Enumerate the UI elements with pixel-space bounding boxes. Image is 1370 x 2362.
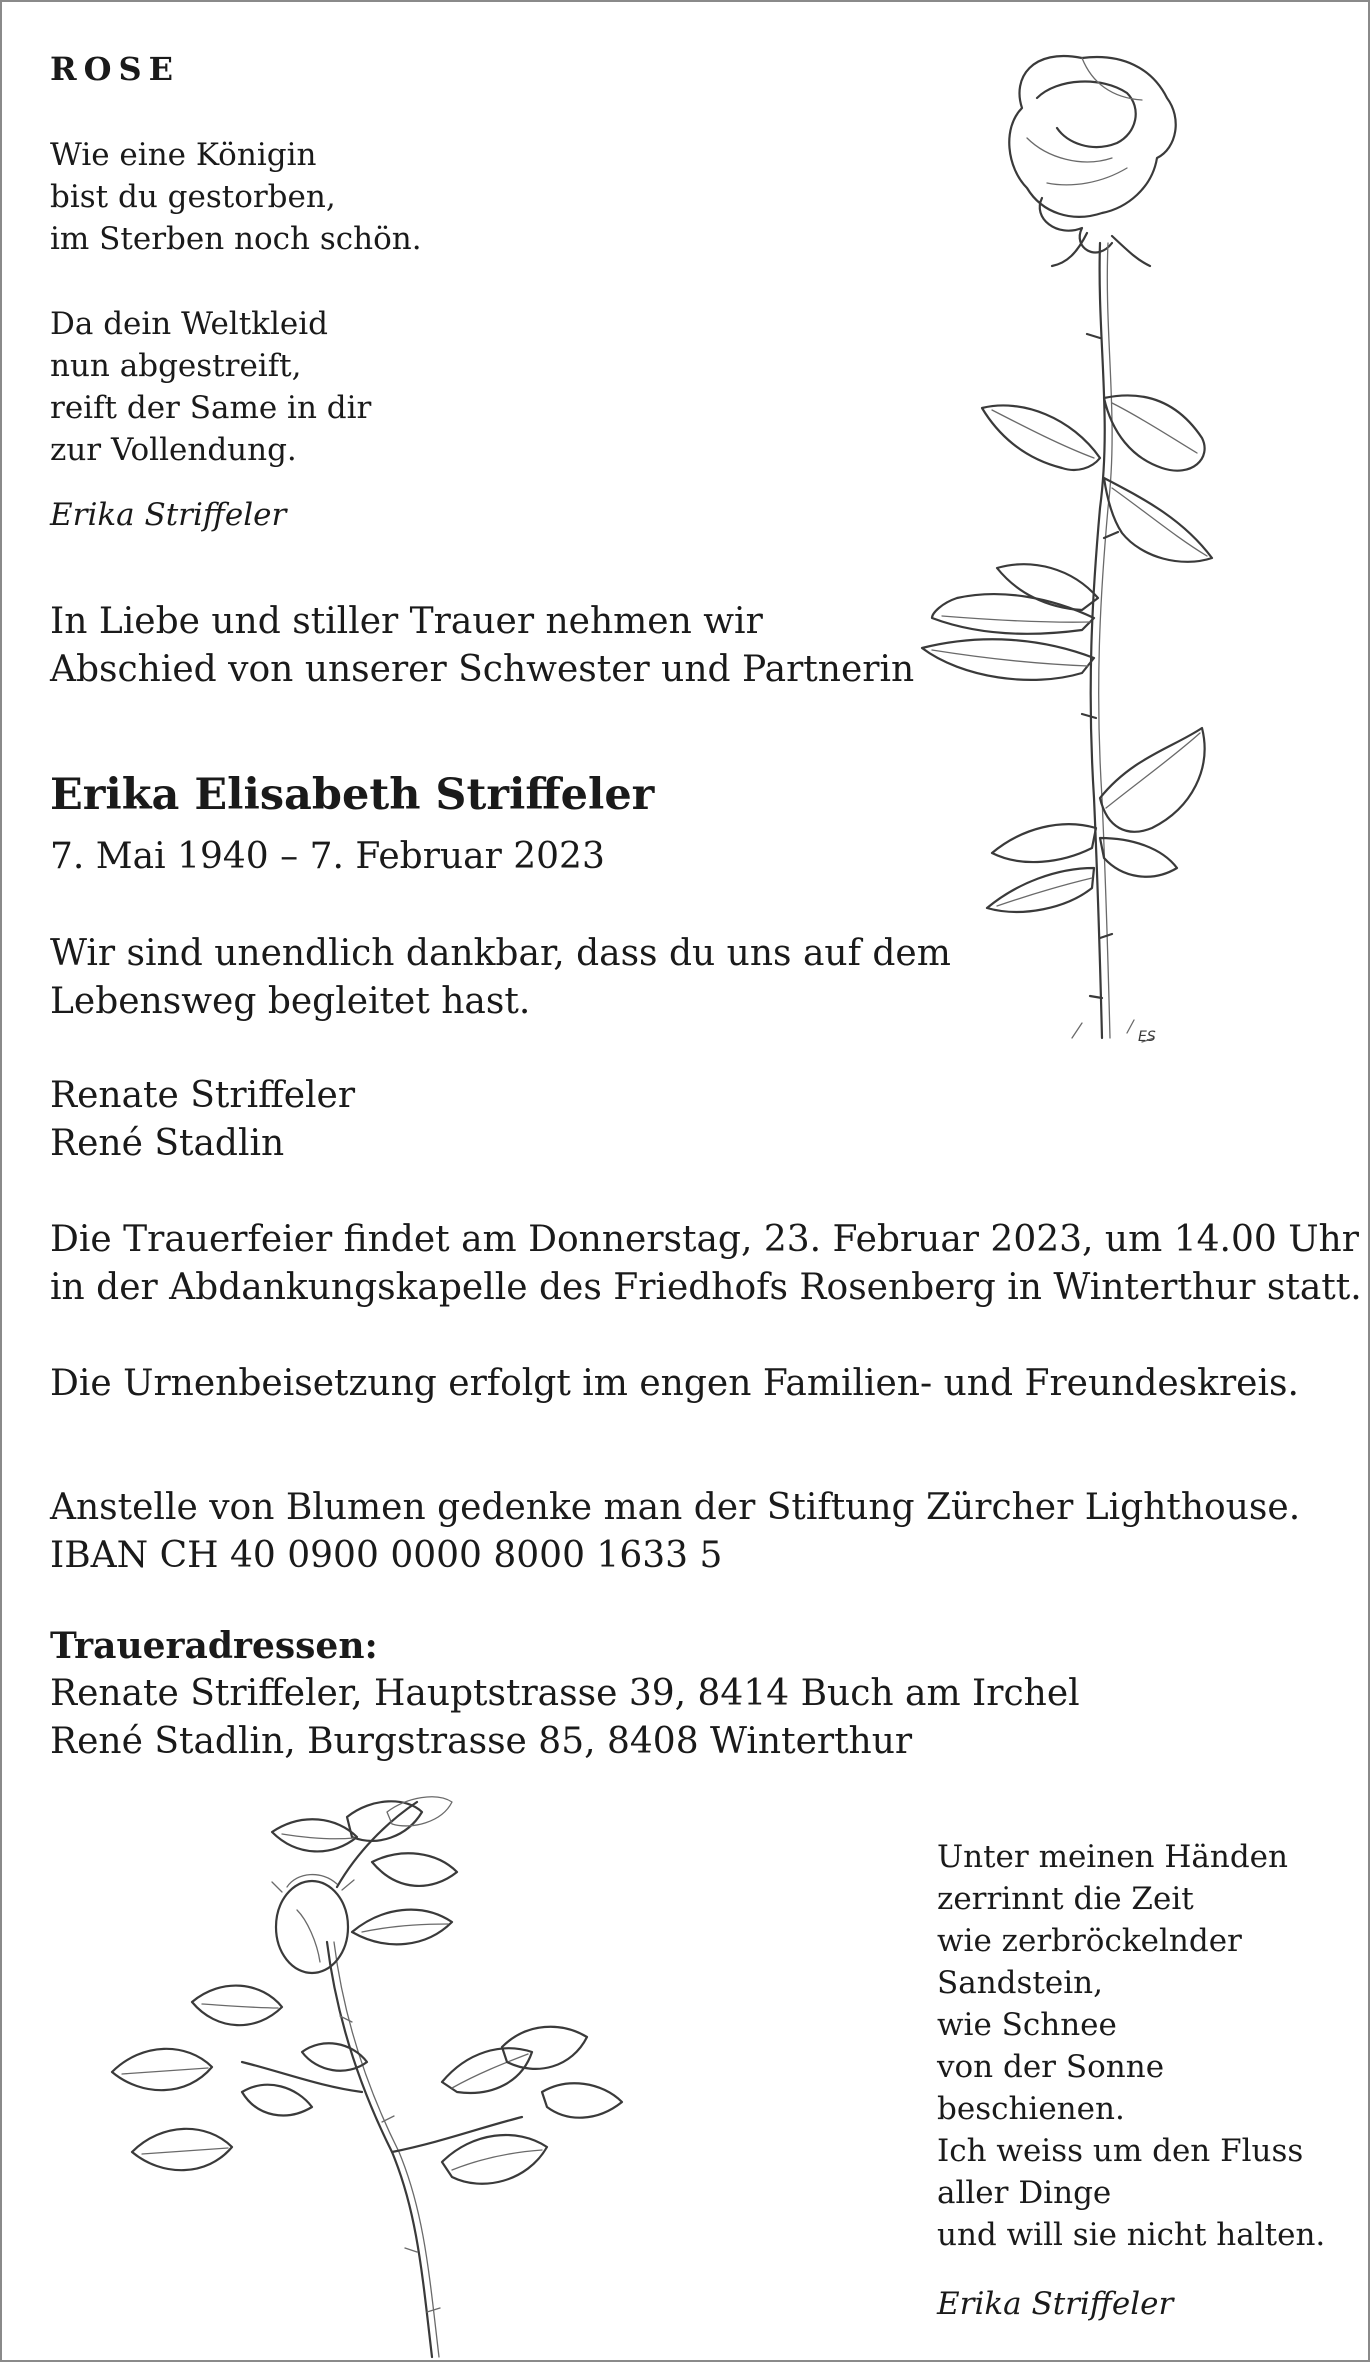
poem-line: Sandstein, (937, 1965, 1103, 2001)
rose-drawing (782, 38, 1322, 1058)
donation-line: Anstelle von Blumen gedenke man der Stiftung Zürcher Lighthouse. (50, 1487, 1301, 1528)
poem-line: bist du gestorben, (50, 179, 336, 215)
mourner-name: René Stadlin (50, 1123, 285, 1164)
poem-line: beschienen. (937, 2091, 1125, 2127)
mourning-addresses (50, 1622, 1080, 1766)
poem-line: im Sterben noch schön. (50, 221, 422, 257)
poem-line: zur Vollendung. (50, 432, 297, 468)
poem-line: und will sie nicht halten. (937, 2217, 1326, 2253)
iban-line: IBAN CH 40 0900 0000 8000 1633 5 (50, 1535, 723, 1576)
poem-stanza-1 (50, 134, 422, 260)
address-line: René Stadlin, Burgstrasse 85, 8408 Winterthur (50, 1721, 913, 1762)
poem-line: zerrinnt die Zeit (937, 1881, 1194, 1917)
poem-line: wie Schnee (937, 2007, 1117, 2043)
poem-line: Wie eine Königin (50, 137, 317, 173)
ceremony-line: Die Trauerfeier findet am Donnerstag, 23. Februar 2023, um 14.00 Uhr (50, 1219, 1359, 1260)
poem-line: wie zerbröckelnder (937, 1923, 1242, 1959)
mourner-name: Renate Striffeler (50, 1075, 356, 1116)
donation-text (50, 1484, 1300, 1580)
poem-bottom (937, 1836, 1325, 2256)
intro-line: Abschied von unserer Schwester und Partnerin (50, 649, 915, 690)
poem-line: von der Sonne (937, 2049, 1165, 2085)
poem-author: Erika Striffeler (50, 497, 287, 533)
gratitude-line: Lebensweg begleitet hast. (50, 981, 531, 1022)
ceremony-line: in der Abdankungskapelle des Friedhofs Rosenberg in Winterthur statt. (50, 1267, 1362, 1308)
poem-line: Da dein Weltkleid (50, 306, 328, 342)
deceased-name: Erika Elisabeth Striffeler (50, 770, 655, 820)
artist-mark: ES (1138, 1029, 1156, 1045)
gratitude-line: Wir sind unendlich dankbar, dass du uns auf dem (50, 933, 951, 974)
ceremony-text (50, 1216, 1362, 1312)
address-line: Renate Striffeler, Hauptstrasse 39, 8414 Buch am Irchel (50, 1673, 1080, 1714)
poem-title: ROSE (50, 50, 180, 88)
poem-line: aller Dinge (937, 2175, 1112, 2211)
poem-stanza-2 (50, 303, 371, 471)
poem-line: Ich weiss um den Fluss (937, 2133, 1304, 2169)
intro-line: In Liebe und stiller Trauer nehmen wir (50, 601, 763, 642)
poem-line: Unter meinen Händen (937, 1839, 1288, 1875)
mourners (50, 1072, 355, 1168)
poem-line: nun abgestreift, (50, 348, 302, 384)
poem-line: reift der Same in dir (50, 390, 372, 426)
poem-bottom-author: Erika Striffeler (937, 2286, 1174, 2322)
addresses-heading: Traueradressen: (50, 1625, 378, 1667)
rosehip-drawing (122, 1792, 642, 2362)
deceased-dates: 7. Mai 1940 – 7. Februar 2023 (50, 836, 605, 877)
burial-text: Die Urnenbeisetzung erfolgt im engen Familien- und Freundeskreis. (50, 1363, 1299, 1404)
